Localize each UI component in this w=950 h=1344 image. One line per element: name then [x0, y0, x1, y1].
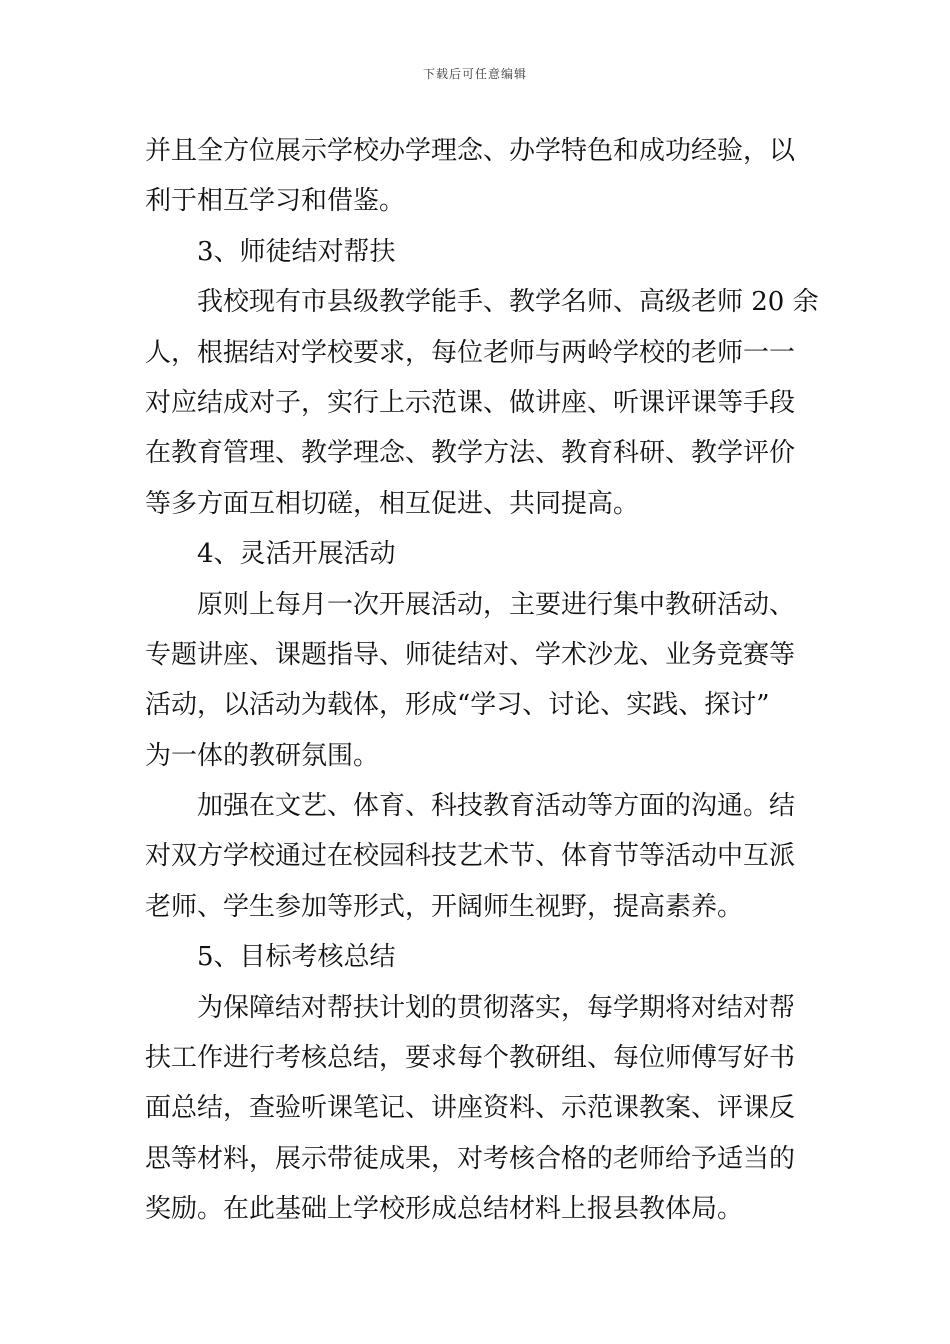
text-line: 对应结成对子，实行上示范课、做讲座、听课评课等手段 — [145, 387, 796, 418]
paragraph-start: 加强在文艺、体育、科技教育活动等方面的沟通。结 — [197, 791, 796, 822]
text-line: 等多方面互相切磋，相互促进、共同提高。 — [145, 488, 640, 519]
text-line: 人，根据结对学校要求，每位老师与两岭学校的老师一一 — [145, 337, 796, 368]
section-heading: 3、师徒结对帮扶 — [197, 236, 396, 267]
text-line: 为一体的教研氛围。 — [145, 740, 380, 771]
text-line: 扶工作进行考核总结，要求每个教研组、每位师傅写好书 — [145, 1043, 796, 1074]
text-line: 老师、学生参加等形式，开阔师生视野，提高素养。 — [145, 891, 744, 922]
text-line: 面总结，查验听课笔记、讲座资料、示范课教案、评课反 — [145, 1093, 796, 1124]
text-line: 并且全方位展示学校办学理念、办学特色和成功经验，以 — [145, 136, 796, 166]
section-heading: 5、目标考核总结 — [197, 942, 396, 973]
text-line: 对双方学校通过在校园科技艺术节、体育节等活动中互派 — [145, 841, 796, 872]
document-body — [145, 126, 825, 1235]
page-header-note: 下载后可任意编辑 — [422, 67, 527, 81]
text-line: 在教育管理、教学理念、教学方法、教育科研、教学评价 — [145, 438, 796, 469]
text-line: 活动，以活动为载体，形成“学习、讨论、实践、探讨” — [145, 690, 770, 721]
text-line: 思等材料，展示带徒成果，对考核合格的老师给予适当的 — [145, 1143, 796, 1174]
paragraph-start: 原则上每月一次开展活动，主要进行集中教研活动、 — [197, 589, 796, 620]
paragraph-start: 为保障结对帮扶计划的贯彻落实，每学期将对结对帮 — [197, 992, 796, 1023]
text-line: 奖励。在此基础上学校形成总结材料上报县教体局。 — [145, 1194, 744, 1225]
text-line: 专题讲座、课题指导、师徒结对、学术沙龙、业务竞赛等 — [145, 639, 796, 670]
section-heading: 4、灵活开展活动 — [197, 539, 396, 570]
paragraph-start: 我校现有市县级教学能手、教学名师、高级老师 20 余 — [197, 287, 819, 318]
text-line: 利于相互学习和借鉴。 — [145, 186, 406, 217]
